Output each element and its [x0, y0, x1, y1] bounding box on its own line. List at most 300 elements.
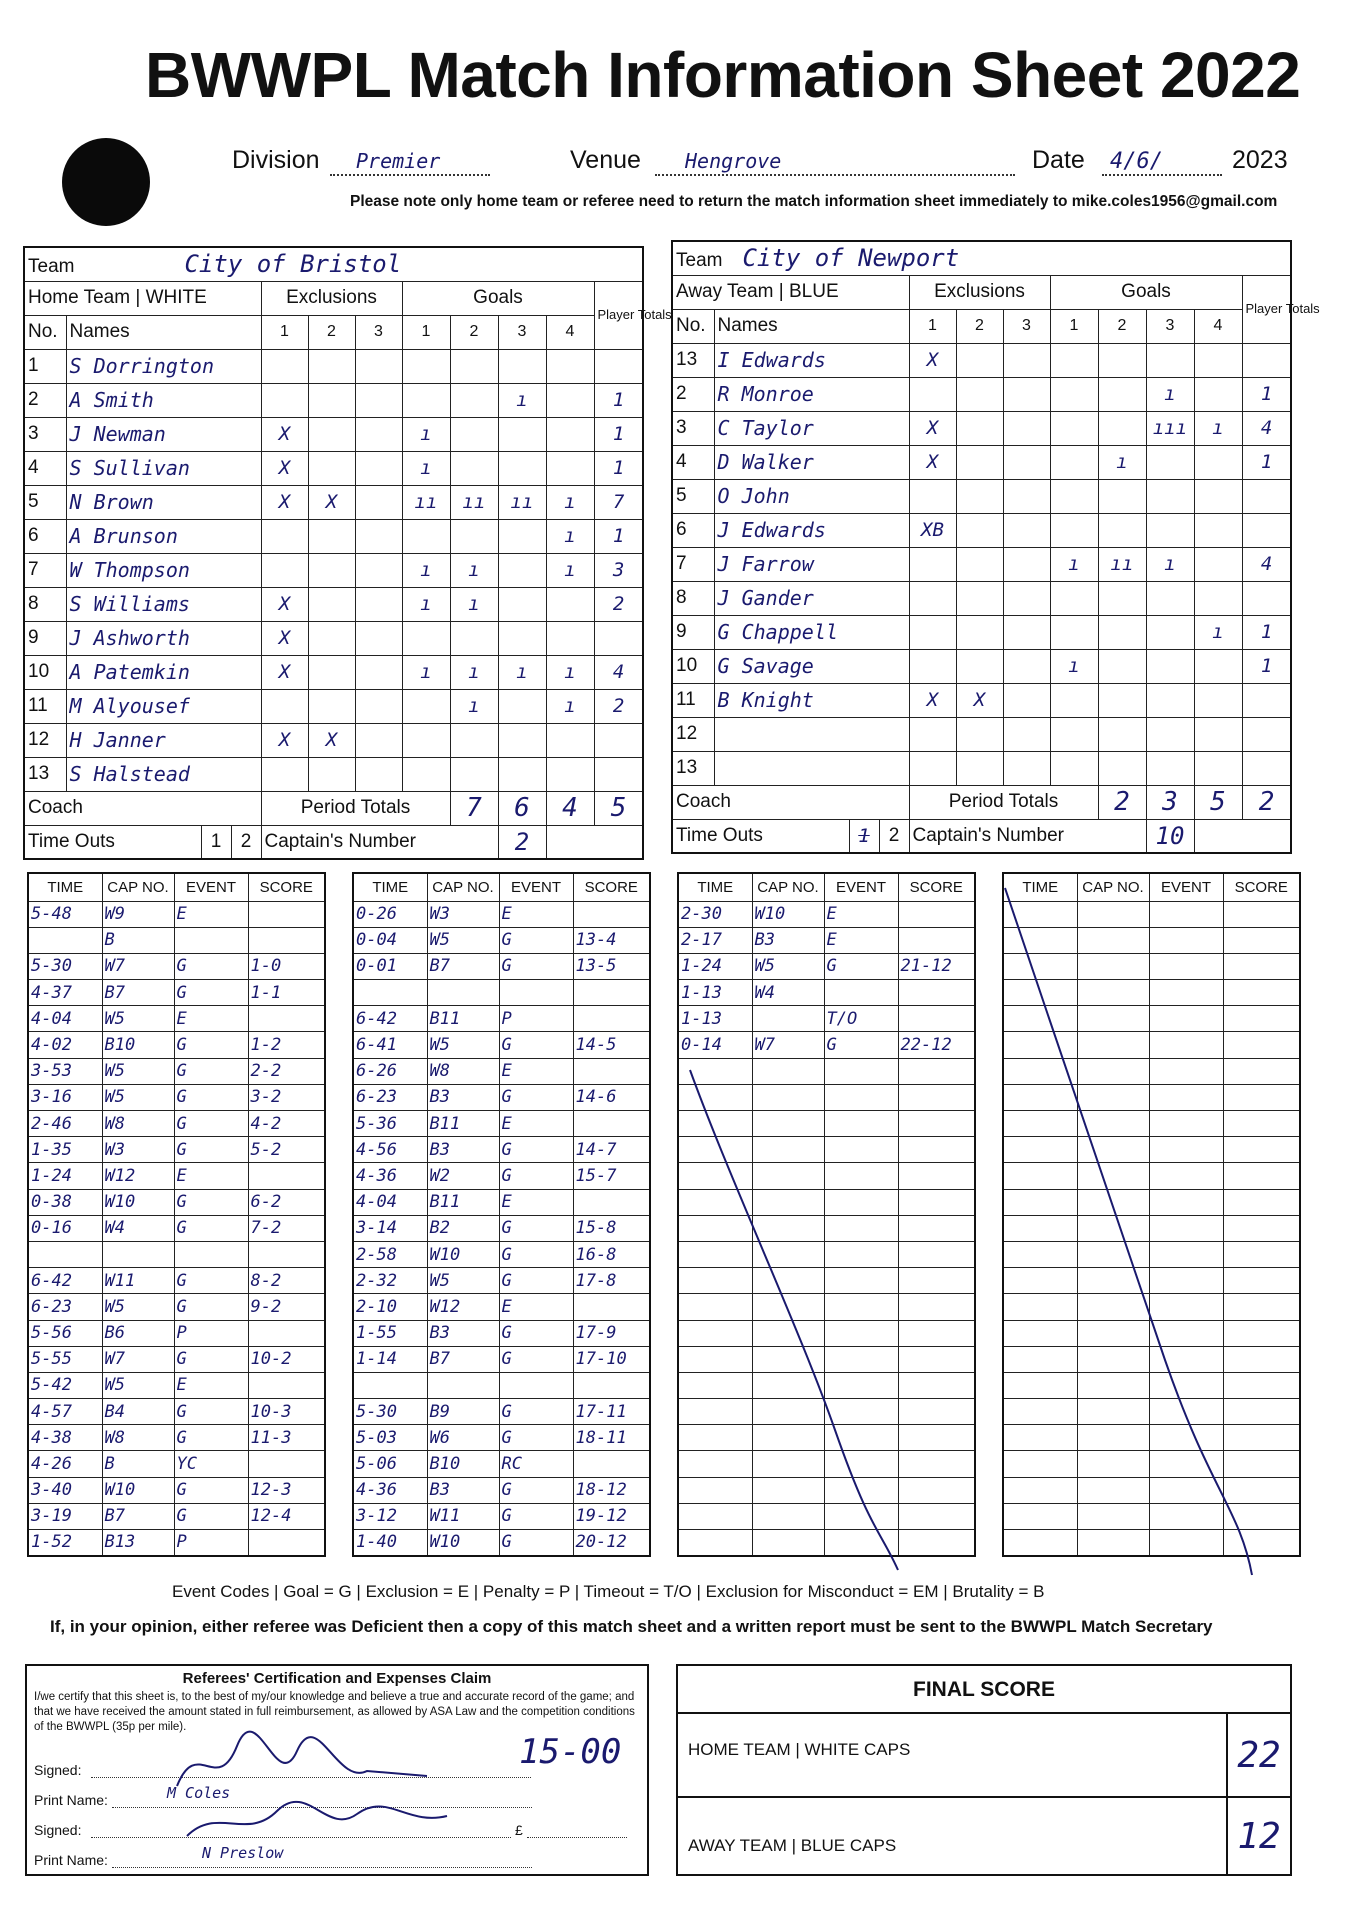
event-score-cell[interactable]: 12-3	[248, 1477, 325, 1503]
event-cap-cell[interactable]: W12	[102, 1163, 174, 1189]
event-event-cell[interactable]: G	[174, 1058, 248, 1084]
player-total-cell[interactable]: 1	[1242, 615, 1291, 649]
event-event-cell[interactable]: P	[174, 1320, 248, 1346]
event-cap-cell[interactable]: W7	[102, 1346, 174, 1372]
event-event-cell[interactable]: E	[824, 927, 898, 953]
event-score-cell[interactable]: 18-12	[573, 1477, 650, 1503]
event-cap-cell[interactable]: W8	[427, 1058, 499, 1084]
goals-p1-cell[interactable]: ı	[402, 587, 450, 621]
event-time-cell[interactable]: 3-40	[28, 1477, 102, 1503]
event-event-cell[interactable]: G	[499, 1268, 573, 1294]
event-cap-cell[interactable]: W10	[427, 1530, 499, 1556]
event-score-cell[interactable]: 7-2	[248, 1215, 325, 1241]
event-event-cell[interactable]: G	[174, 1084, 248, 1110]
exclusion-1-cell[interactable]: X	[261, 723, 308, 757]
event-score-cell[interactable]: 18-11	[573, 1425, 650, 1451]
player-total-cell[interactable]: 4	[1242, 411, 1291, 445]
event-score-cell[interactable]: 14-5	[573, 1032, 650, 1058]
period-2-total[interactable]: 6	[498, 791, 546, 825]
exclusion-1-cell[interactable]: X	[909, 683, 956, 717]
event-cap-cell[interactable]: B	[102, 1451, 174, 1477]
player-total-cell[interactable]: 4	[594, 655, 643, 689]
event-event-cell[interactable]: G	[499, 1084, 573, 1110]
player-name[interactable]: I Edwards	[714, 343, 909, 377]
player-total-cell[interactable]: 1	[1242, 649, 1291, 683]
event-time-cell[interactable]: 4-02	[28, 1032, 102, 1058]
player-name[interactable]: B Knight	[714, 683, 909, 717]
event-event-cell[interactable]: G	[174, 1425, 248, 1451]
player-total-cell[interactable]: 3	[594, 553, 643, 587]
event-event-cell[interactable]: G	[824, 1032, 898, 1058]
captains-number-label: Captain's Number	[909, 819, 1146, 853]
player-total-cell[interactable]: 1	[1242, 377, 1291, 411]
event-cap-cell[interactable]: B7	[102, 1503, 174, 1529]
goals-p4-cell[interactable]: ı	[546, 485, 594, 519]
event-score-cell[interactable]: 10-2	[248, 1346, 325, 1372]
event-time-cell[interactable]: 3-12	[353, 1503, 427, 1529]
event-cap-cell[interactable]: W5	[427, 1032, 499, 1058]
event-event-cell[interactable]: G	[174, 1294, 248, 1320]
event-time-cell[interactable]: 5-03	[353, 1425, 427, 1451]
event-cap-cell[interactable]: W7	[752, 1032, 824, 1058]
event-score-cell[interactable]: 10-3	[248, 1399, 325, 1425]
event-cap-cell[interactable]: W5	[102, 1372, 174, 1398]
event-score-cell[interactable]: 17-11	[573, 1399, 650, 1425]
period-4-total[interactable]: 2	[1242, 785, 1291, 819]
event-time-cell[interactable]: 3-53	[28, 1058, 102, 1084]
event-cap-cell[interactable]: W9	[102, 901, 174, 927]
goals-p4-cell[interactable]: ı	[546, 553, 594, 587]
goals-p3-cell[interactable]: ı	[1146, 377, 1194, 411]
event-cap-cell[interactable]: B6	[102, 1320, 174, 1346]
goals-p2-cell[interactable]: ıı	[450, 485, 498, 519]
event-time-cell[interactable]: 0-04	[353, 927, 427, 953]
captain-number[interactable]: 2	[498, 825, 546, 859]
event-event-cell[interactable]: G	[174, 1346, 248, 1372]
goals-p4-cell[interactable]: ı	[1194, 615, 1242, 649]
player-total-cell[interactable]: 2	[594, 587, 643, 621]
event-cap-cell[interactable]: W3	[102, 1137, 174, 1163]
event-time-cell[interactable]: 4-04	[28, 1006, 102, 1032]
event-score-cell[interactable]: 14-7	[573, 1137, 650, 1163]
event-event-cell[interactable]: G	[499, 1137, 573, 1163]
event-event-cell[interactable]: E	[499, 1058, 573, 1084]
player-name[interactable]: C Taylor	[714, 411, 909, 445]
event-event-cell[interactable]: G	[499, 1032, 573, 1058]
event-cap-cell[interactable]: B7	[102, 980, 174, 1006]
event-event-cell[interactable]: G	[174, 1032, 248, 1058]
event-event-cell[interactable]: G	[824, 953, 898, 979]
event-cap-cell[interactable]: W10	[752, 901, 824, 927]
event-score-cell[interactable]: 17-10	[573, 1346, 650, 1372]
event-event-cell[interactable]: G	[174, 1399, 248, 1425]
event-score-cell[interactable]: 8-2	[248, 1268, 325, 1294]
captain-number[interactable]: 10	[1146, 819, 1194, 853]
event-time-cell[interactable]: 0-01	[353, 953, 427, 979]
event-score-cell[interactable]: 15-8	[573, 1215, 650, 1241]
event-time-cell[interactable]: 1-40	[353, 1530, 427, 1556]
exclusion-1-cell[interactable]: X	[909, 411, 956, 445]
event-time-cell[interactable]: 1-14	[353, 1346, 427, 1372]
exclusion-1-cell[interactable]: X	[909, 343, 956, 377]
event-event-cell[interactable]: YC	[174, 1451, 248, 1477]
print-line-2[interactable]	[112, 1866, 532, 1868]
event-event-cell[interactable]: E	[174, 1163, 248, 1189]
exclusion-1-cell[interactable]: X	[261, 485, 308, 519]
event-time-cell[interactable]: 6-42	[353, 1006, 427, 1032]
event-event-cell[interactable]: E	[174, 1372, 248, 1398]
event-cap-cell[interactable]: B3	[427, 1320, 499, 1346]
player-total-cell[interactable]: 7	[594, 485, 643, 519]
event-event-cell[interactable]: G	[499, 953, 573, 979]
player-name[interactable]: H Janner	[66, 723, 261, 757]
event-cap-cell[interactable]: B3	[752, 927, 824, 953]
event-event-cell[interactable]: E	[499, 1111, 573, 1137]
exclusion-1-cell[interactable]: X	[261, 655, 308, 689]
event-time-cell[interactable]: 4-57	[28, 1399, 102, 1425]
event-time-cell[interactable]: 1-13	[678, 980, 752, 1006]
event-score-cell[interactable]: 17-8	[573, 1268, 650, 1294]
event-cap-cell[interactable]: W7	[102, 953, 174, 979]
event-event-cell[interactable]: E	[499, 901, 573, 927]
event-cap-cell[interactable]: W6	[427, 1425, 499, 1451]
event-event-cell[interactable]: G	[174, 953, 248, 979]
player-name[interactable]: G Savage	[714, 649, 909, 683]
event-time-cell[interactable]: 5-56	[28, 1320, 102, 1346]
goals-header: Goals	[402, 281, 594, 315]
event-time-cell[interactable]: 1-55	[353, 1320, 427, 1346]
player-name[interactable]: J Farrow	[714, 547, 909, 581]
event-cap-cell[interactable]: W5	[102, 1084, 174, 1110]
event-event-cell[interactable]: P	[499, 1006, 573, 1032]
goals-p2-cell[interactable]: ı	[450, 655, 498, 689]
goals-p2-cell[interactable]: ıı	[1098, 547, 1146, 581]
goals-p4-cell[interactable]: ı	[1194, 411, 1242, 445]
event-cap-cell[interactable]: W4	[752, 980, 824, 1006]
player-name[interactable]: R Monroe	[714, 377, 909, 411]
event-cap-cell[interactable]: W5	[102, 1058, 174, 1084]
event-time-cell[interactable]: 0-16	[28, 1215, 102, 1241]
player-total-cell[interactable]: 2	[594, 689, 643, 723]
event-event-cell[interactable]: G	[499, 1163, 573, 1189]
player-total-cell[interactable]: 1	[594, 383, 643, 417]
timeout-2-box[interactable]: 2	[231, 826, 261, 859]
event-time-cell[interactable]: 5-48	[28, 901, 102, 927]
exclusion-2-cell[interactable]: X	[308, 723, 355, 757]
player-name[interactable]: A Brunson	[66, 519, 261, 553]
player-name[interactable]: A Smith	[66, 383, 261, 417]
period-3-total[interactable]: 5	[1194, 785, 1242, 819]
captains-number-label: Captain's Number	[261, 825, 498, 859]
event-time-cell[interactable]: 1-52	[28, 1530, 102, 1556]
goals-p1-cell[interactable]: ı	[1050, 547, 1098, 581]
player-total-cell[interactable]: 1	[594, 417, 643, 451]
exclusion-2-cell[interactable]: X	[956, 683, 1003, 717]
event-cap-cell[interactable]: B3	[427, 1137, 499, 1163]
event-time-cell[interactable]: 0-14	[678, 1032, 752, 1058]
event-time-cell[interactable]: 2-58	[353, 1241, 427, 1267]
event-event-cell[interactable]: G	[174, 1111, 248, 1137]
event-time-cell[interactable]: 2-17	[678, 927, 752, 953]
event-event-cell[interactable]: G	[499, 1399, 573, 1425]
event-cap-cell[interactable]: W3	[427, 901, 499, 927]
player-name[interactable]: J Ashworth	[66, 621, 261, 655]
exclusion-1-cell[interactable]: XB	[909, 513, 956, 547]
event-time-cell[interactable]: 4-26	[28, 1451, 102, 1477]
event-cap-cell[interactable]: B10	[427, 1451, 499, 1477]
event-time-cell[interactable]: 6-41	[353, 1032, 427, 1058]
event-event-cell[interactable]: E	[174, 1006, 248, 1032]
event-cap-cell[interactable]: W10	[102, 1189, 174, 1215]
exclusion-3-header: 3	[1003, 309, 1050, 343]
period-4-total[interactable]: 5	[594, 791, 643, 825]
player-name[interactable]: J Newman	[66, 417, 261, 451]
goals-p3-cell[interactable]: ıı	[498, 485, 546, 519]
goals-p3-cell[interactable]: ı	[1146, 547, 1194, 581]
event-score-cell[interactable]: 5-2	[248, 1137, 325, 1163]
goals-p4-cell[interactable]: ı	[546, 689, 594, 723]
event-event-cell[interactable]: E	[499, 1189, 573, 1215]
event-score-cell[interactable]: 13-4	[573, 927, 650, 953]
event-event-cell[interactable]: G	[174, 1215, 248, 1241]
timeout-2-box[interactable]: 2	[879, 820, 909, 853]
event-time-cell[interactable]: 0-38	[28, 1189, 102, 1215]
player-name[interactable]: J Gander	[714, 581, 909, 615]
event-cap-cell[interactable]: B11	[427, 1006, 499, 1032]
event-time-cell[interactable]: 2-10	[353, 1294, 427, 1320]
event-score-cell[interactable]: 22-12	[898, 1032, 975, 1058]
event-event-cell[interactable]: G	[174, 1268, 248, 1294]
goals-p2-cell[interactable]: ı	[1098, 445, 1146, 479]
player-name[interactable]: S Halstead	[66, 757, 261, 791]
event-cap-cell[interactable]: W11	[102, 1268, 174, 1294]
event-event-cell[interactable]: RC	[499, 1451, 573, 1477]
event-score-cell[interactable]: 16-8	[573, 1241, 650, 1267]
event-score-cell[interactable]: 19-12	[573, 1503, 650, 1529]
event-cap-cell[interactable]: B2	[427, 1215, 499, 1241]
event-cap-cell[interactable]: W5	[752, 953, 824, 979]
event-time-cell[interactable]: 6-23	[353, 1084, 427, 1110]
event-score-cell[interactable]: 1-0	[248, 953, 325, 979]
event-score-cell[interactable]: 11-3	[248, 1425, 325, 1451]
event-time-cell[interactable]: 5-42	[28, 1372, 102, 1398]
timeout-1-box[interactable]: 1	[849, 820, 879, 853]
event-score-cell[interactable]: 12-4	[248, 1503, 325, 1529]
event-score-cell[interactable]: 1-2	[248, 1032, 325, 1058]
player-number: 12	[24, 723, 66, 757]
event-cap-cell[interactable]: W10	[427, 1241, 499, 1267]
player-number: 11	[24, 689, 66, 723]
event-event-cell[interactable]: G	[499, 1425, 573, 1451]
event-time-cell[interactable]: 1-35	[28, 1137, 102, 1163]
event-cap-cell[interactable]: B11	[427, 1111, 499, 1137]
event-score-cell[interactable]: 14-6	[573, 1084, 650, 1110]
event-cap-cell[interactable]: W5	[102, 1294, 174, 1320]
event-event-cell[interactable]: G	[499, 1241, 573, 1267]
event-event-cell[interactable]: E	[174, 901, 248, 927]
exclusion-2-cell[interactable]: X	[308, 485, 355, 519]
event-cap-cell[interactable]: W8	[102, 1425, 174, 1451]
time-header: TIME	[1003, 873, 1077, 901]
event-event-cell[interactable]: G	[499, 1215, 573, 1241]
event-event-cell[interactable]: G	[499, 1320, 573, 1346]
event-cap-cell[interactable]: W11	[427, 1503, 499, 1529]
event-score-cell[interactable]: 20-12	[573, 1530, 650, 1556]
event-event-cell[interactable]: G	[499, 1530, 573, 1556]
event-score-cell[interactable]: 9-2	[248, 1294, 325, 1320]
event-time-cell[interactable]: 3-16	[28, 1084, 102, 1110]
event-score-cell[interactable]: 13-5	[573, 953, 650, 979]
event-cap-cell[interactable]: B13	[102, 1530, 174, 1556]
away-final-score[interactable]: 12	[1226, 1798, 1290, 1876]
goals-p1-cell[interactable]: ı	[402, 417, 450, 451]
player-total-cell[interactable]: 1	[1242, 445, 1291, 479]
amount-line-2[interactable]	[527, 1836, 627, 1838]
player-name[interactable]: S Williams	[66, 587, 261, 621]
event-cap-cell[interactable]: B4	[102, 1399, 174, 1425]
event-cap-cell[interactable]: W12	[427, 1294, 499, 1320]
event-time-cell[interactable]: 6-23	[28, 1294, 102, 1320]
player-name[interactable]: N Brown	[66, 485, 261, 519]
event-cap-cell[interactable]: B7	[427, 953, 499, 979]
player-total-cell[interactable]: 1	[594, 451, 643, 485]
event-event-cell[interactable]: G	[499, 927, 573, 953]
event-time-cell[interactable]: 5-36	[353, 1111, 427, 1137]
event-score-cell[interactable]: 4-2	[248, 1111, 325, 1137]
player-number: 3	[24, 417, 66, 451]
event-time-cell[interactable]: 1-24	[28, 1163, 102, 1189]
event-time-cell[interactable]: 3-14	[353, 1215, 427, 1241]
event-time-cell[interactable]: 2-32	[353, 1268, 427, 1294]
home-final-score[interactable]: 22	[1226, 1714, 1290, 1798]
event-time-cell[interactable]: 4-36	[353, 1477, 427, 1503]
timeout-1-box[interactable]: 1	[201, 826, 231, 859]
event-time-cell[interactable]: 4-36	[353, 1163, 427, 1189]
event-event-cell[interactable]: G	[174, 1189, 248, 1215]
period-1-total[interactable]: 7	[450, 791, 498, 825]
event-cap-cell[interactable]: W10	[102, 1477, 174, 1503]
goals-p1-cell[interactable]: ı	[402, 655, 450, 689]
event-score-cell[interactable]: 17-9	[573, 1320, 650, 1346]
event-time-cell[interactable]: 4-37	[28, 980, 102, 1006]
event-cap-cell[interactable]: B7	[427, 1346, 499, 1372]
goals-p3-cell[interactable]: ı	[498, 383, 546, 417]
exclusion-1-cell[interactable]: X	[261, 587, 308, 621]
period-1-total[interactable]: 2	[1098, 785, 1146, 819]
goals-p1-cell[interactable]: ı	[402, 451, 450, 485]
event-time-cell[interactable]: 2-46	[28, 1111, 102, 1137]
event-score-cell[interactable]: 1-1	[248, 980, 325, 1006]
player-name[interactable]: M Alyousef	[66, 689, 261, 723]
event-event-cell[interactable]: E	[824, 901, 898, 927]
goals-p3-cell[interactable]: ı	[498, 655, 546, 689]
event-event-cell[interactable]: G	[174, 1137, 248, 1163]
event-time-cell[interactable]: 1-13	[678, 1006, 752, 1032]
event-cap-cell[interactable]: B	[102, 927, 174, 953]
player-name[interactable]: O John	[714, 479, 909, 513]
exclusion-1-cell[interactable]: X	[261, 417, 308, 451]
player-name[interactable]: S Dorrington	[66, 349, 261, 383]
time-header: TIME	[353, 873, 427, 901]
event-cap-cell[interactable]: W4	[102, 1215, 174, 1241]
event-score-cell[interactable]: 2-2	[248, 1058, 325, 1084]
goals-p4-cell[interactable]: ı	[546, 519, 594, 553]
event-cap-cell[interactable]: W5	[427, 1268, 499, 1294]
exclusion-1-cell[interactable]: X	[909, 445, 956, 479]
event-cap-cell[interactable]: W5	[102, 1006, 174, 1032]
event-event-cell[interactable]: T/O	[824, 1006, 898, 1032]
event-event-cell[interactable]: P	[174, 1530, 248, 1556]
event-event-cell[interactable]: G	[174, 980, 248, 1006]
event-score-cell[interactable]: 6-2	[248, 1189, 325, 1215]
event-score-cell[interactable]: 15-7	[573, 1163, 650, 1189]
event-cap-cell[interactable]: B3	[427, 1084, 499, 1110]
event-cap-cell[interactable]: W5	[427, 927, 499, 953]
event-time-cell[interactable]: 3-19	[28, 1503, 102, 1529]
event-time-cell[interactable]: 5-30	[28, 953, 102, 979]
event-event-cell[interactable]: G	[174, 1503, 248, 1529]
home-team-label: Home Team | WHITE	[24, 281, 261, 315]
event-time-cell[interactable]: 1-24	[678, 953, 752, 979]
player-name[interactable]: A Patemkin	[66, 655, 261, 689]
player-number: 12	[672, 717, 714, 751]
event-time-cell[interactable]: 5-30	[353, 1399, 427, 1425]
player-name[interactable]: J Edwards	[714, 513, 909, 547]
event-score-cell[interactable]: 21-12	[898, 953, 975, 979]
event-cap-cell[interactable]: B9	[427, 1399, 499, 1425]
event-score-cell[interactable]: 3-2	[248, 1084, 325, 1110]
player-total-cell[interactable]: 4	[1242, 547, 1291, 581]
goals-p4-cell[interactable]: ı	[546, 655, 594, 689]
goals-p1-cell[interactable]: ı	[1050, 649, 1098, 683]
event-time-cell[interactable]: 6-42	[28, 1268, 102, 1294]
event-time-cell[interactable]: 6-26	[353, 1058, 427, 1084]
event-event-cell[interactable]: G	[499, 1503, 573, 1529]
goals-p2-cell[interactable]: ı	[450, 553, 498, 587]
goals-p3-cell[interactable]: ııı	[1146, 411, 1194, 445]
player-total-cell[interactable]: 1	[594, 519, 643, 553]
event-cap-cell[interactable]: B11	[427, 1189, 499, 1215]
event-time-cell[interactable]: 0-26	[353, 901, 427, 927]
event-cap-cell[interactable]: W2	[427, 1163, 499, 1189]
period-2-total[interactable]: 3	[1146, 785, 1194, 819]
exclusion-1-cell[interactable]: X	[261, 621, 308, 655]
goals-p2-cell[interactable]: ı	[450, 587, 498, 621]
player-name[interactable]: G Chappell	[714, 615, 909, 649]
goals-p2-cell[interactable]: ı	[450, 689, 498, 723]
event-event-cell[interactable]: G	[499, 1477, 573, 1503]
event-time-cell[interactable]: 5-06	[353, 1451, 427, 1477]
event-time-cell[interactable]: 4-04	[353, 1189, 427, 1215]
event-event-cell[interactable]: G	[174, 1477, 248, 1503]
event-time-cell[interactable]: 4-56	[353, 1137, 427, 1163]
event-time-cell[interactable]: 5-55	[28, 1346, 102, 1372]
event-cap-cell[interactable]: W8	[102, 1111, 174, 1137]
event-event-cell[interactable]: G	[499, 1346, 573, 1372]
player-name[interactable]: D Walker	[714, 445, 909, 479]
period-3-total[interactable]: 4	[546, 791, 594, 825]
exclusion-1-cell[interactable]: X	[261, 451, 308, 485]
event-cap-cell[interactable]: B3	[427, 1477, 499, 1503]
event-time-cell[interactable]: 4-38	[28, 1425, 102, 1451]
goals-p1-cell[interactable]: ıı	[402, 485, 450, 519]
event-time-cell[interactable]: 2-30	[678, 901, 752, 927]
goals-p1-cell[interactable]: ı	[402, 553, 450, 587]
player-name[interactable]: S Sullivan	[66, 451, 261, 485]
event-event-cell[interactable]: E	[499, 1294, 573, 1320]
event-cap-cell[interactable]: B10	[102, 1032, 174, 1058]
player-name[interactable]: W Thompson	[66, 553, 261, 587]
